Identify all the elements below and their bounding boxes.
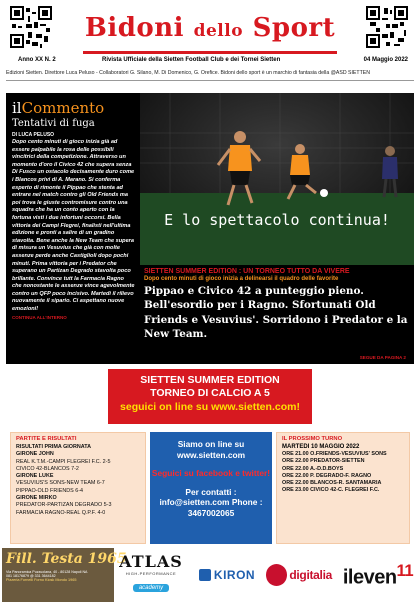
sponsor-atlas[interactable] [118, 548, 184, 602]
results-line: FARMACIA RAGNO-REAL Q.P.F. 4-0 [16, 509, 106, 516]
results-line: REAL K.T.M.-CAMPI FLEGREI F.C. 2-5 [16, 458, 111, 465]
atlas-logo: ATLAS [119, 552, 183, 571]
digitalia-logo: digitalia [289, 568, 332, 582]
results-line: CIVICO 42-BLANCOS 7-2 [16, 465, 79, 472]
editorial-column [6, 93, 139, 364]
testa-tagline: Pizzeria Fornelli Forno Kiosk Mondo 1965 [6, 578, 77, 582]
next-round-date: MARTEDI 10 MAGGIO 2022 [282, 444, 360, 450]
football-players-image [140, 93, 414, 265]
tournament-banner[interactable] [108, 369, 312, 424]
banner-website-link[interactable]: seguici on line su www.sietten.com! [120, 401, 300, 413]
article-segue: SEGUE DA PAGINA 2 [359, 355, 406, 360]
fixture-line: ORE 21.00 O.FRIENDS-VESUVIUS' SONS [282, 451, 387, 457]
logo-word-dello: dello [193, 21, 244, 41]
sponsor-strip [0, 548, 420, 602]
qr-code-left[interactable] [10, 6, 52, 48]
logo-word-sport: Sport [252, 13, 336, 43]
qr-code-icon [366, 6, 408, 48]
sponsor-digitalia[interactable] [266, 548, 332, 602]
next-round-panel [276, 432, 410, 544]
results-panel [10, 432, 146, 544]
contact-info[interactable]: Per contatti : info@sietten.com Phone : 3467002065 [159, 486, 263, 518]
testa-phone: 081 18176879 @ 331 3644182 [6, 574, 56, 578]
fixture-line: ORE 22.00 A.-D.D.BOYS [282, 465, 344, 472]
ileven-logo [343, 561, 413, 590]
banner-line-1: SIETTEN SUMMER EDITION [140, 374, 280, 386]
editorial-body: Dopo cento minuti di gioco inizia già ad essere palpabile la rosa delle possibili vincitrici della competizione. Attraverso un momento d'oro il Civico 42 che supera senza Di Fusco un ostacolo decisamente duro come i Blancos privi di A. Marano. Si conferma esperto di rimonte il Pippao che stenta ad entrare nel match contro gli Old Friends ma poi trova le giuste contromisure contro una squadra che ha un conto aperto con la fortuna visti i due infortuni occorsi. Bella vittoria dei Campi Flegrei, finalisti nell'ultima edizione e pronti a salire di un gradino stavolta. Bene anche la New Team che supera di misura un Vesuvius che già con molte assenze perde anche Castiglioli dopo pochi minuti. Prima vittoria per i Predator che superano un Partizan Degrado stavolta poco brillante. Convince tutt la Farmacia Ragno che nonostante le assenze vince agevolmente contro un QFP poco incisivo. Martedì il rilievo nuovamente il sipario. Ci aspettano nuove emozioni! [12, 139, 135, 313]
kiron-logo: KIRON [213, 568, 256, 582]
testa-address: Via Panoramica Puzzuolana, 40 - 80128 Napoli NA [6, 570, 88, 574]
lead-article [140, 268, 414, 364]
continue-note: CONTINUA ALL'INTERNO [12, 314, 67, 320]
info-columns [10, 432, 410, 544]
atlas-subtitle: HIGH-PERFORMANCE [125, 571, 177, 576]
article-kicker: SIETTEN SUMMER EDITION : UN TORNEO TUTTO DA VIVERE [144, 268, 350, 275]
ileven-number: 11 [396, 560, 414, 580]
article-standfirst: Dopo cento minuti di gioco inizia a delinearsi il quadro delle favorite [144, 276, 339, 282]
fixture-line: ORE 22.00 BLANCOS-R. SANTAMARIA [282, 480, 382, 487]
results-line: PREDATOR-PARTIZAN DEGRADO 5-3 [16, 502, 112, 509]
social-link[interactable]: Seguici su facebook e twitter! [151, 468, 271, 478]
editorial-subtitle: Tentativi di fuga [12, 118, 95, 129]
masthead-area [0, 0, 420, 62]
fixture-line: ORE 23.00 CIVICO 42-C. FLEGREI F.C. [282, 487, 380, 494]
results-line: GIRONE JOHN [16, 451, 54, 458]
title-commento: Commento [21, 99, 105, 117]
editorial-credits: Edizioni Sietten. Direttore Luca Peluso - Collaboratori G. Silano, M. Di Domenico, G. Orefice. Bidoni dello sport è un marchio di fantasia della @ASD SIETTEN [6, 70, 370, 76]
sponsor-testa[interactable] [2, 548, 127, 602]
newspaper-logo [58, 8, 362, 52]
match-photo [140, 93, 414, 265]
kiron-icon [199, 569, 211, 581]
sponsor-ileven[interactable] [338, 548, 418, 602]
contacts-panel [150, 432, 272, 544]
banner-line-2: TORNEO DI CALCIO A 5 [150, 387, 270, 399]
fixture-line: ORE 22.00 PREDATOR-SIETTEN [282, 458, 365, 465]
fixture-line: ORE 22.00 P. DEGRADO-F. RAGNO [282, 472, 372, 479]
article-headline[interactable]: Pippao e Civico 42 a punteggio pieno. Bell'esordio per i Ragno. Sfortunati Old Friends e Vesuvius'. Sorridono i Predator e la New Team. [144, 285, 408, 340]
issue-date: 04 Maggio 2022 [363, 57, 408, 63]
issue-meta-row [18, 57, 408, 67]
photo-caption: E lo spettacolo continua! [164, 211, 390, 229]
website-link[interactable]: Siamo on line su www.sietten.com [176, 439, 246, 460]
results-heading: PARTITE E RISULTATI [16, 436, 77, 442]
testa-logo: Fill. Testa 1965 [6, 551, 127, 567]
logo-text [83, 8, 337, 54]
sponsor-kiron[interactable] [192, 548, 262, 602]
next-round-heading: IL PROSSIMO TURNO [282, 436, 343, 442]
title-il: il [12, 99, 22, 117]
logo-word-bidoni: Bidoni [84, 13, 185, 43]
publication-subtitle: Rivista Ufficiale della Sietten Football Club e dei Tornei Sietten [102, 57, 281, 63]
digitalia-icon [266, 564, 287, 586]
ileven-word: ileven [342, 566, 397, 589]
issue-number: Anno XX N. 2 [18, 57, 56, 63]
results-line: VESUVIUS'S SONS-NEW TEAM 6-7 [16, 480, 105, 487]
results-line: PIPPAO-OLD FRIENDS 6-4 [16, 487, 83, 494]
results-line: GIRONE MIRKO [16, 495, 57, 502]
results-line: GIRONE LUKE [16, 473, 54, 480]
editorial-title [12, 99, 135, 117]
header-divider [6, 80, 414, 81]
results-line: RISULTATI PRIMA GIORNATA [16, 444, 92, 450]
editorial-author: DI LUCA PELUSO [12, 132, 55, 138]
qr-code-icon [10, 6, 52, 48]
atlas-badge: academy [133, 584, 169, 592]
qr-code-right[interactable] [366, 6, 408, 48]
